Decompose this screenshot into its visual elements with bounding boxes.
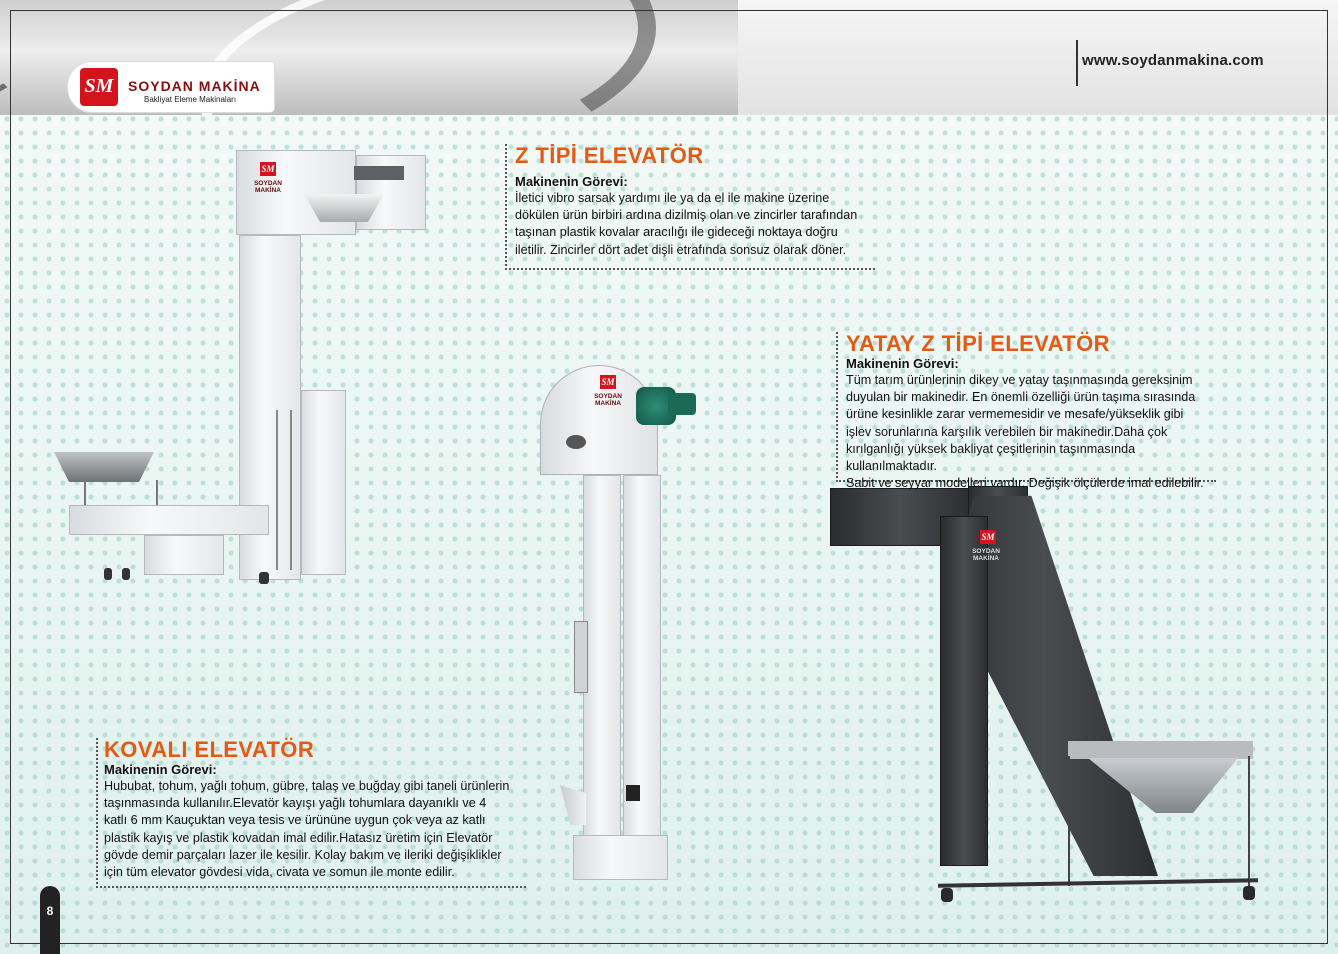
machine-brand-badge: SM [261,164,275,174]
logo-mark: SM [80,68,118,106]
section-body: Tüm tarım ürünlerinin dikey ve yatay taşınmasında gereksinim duyulan bir makinedir. En önemli özelliği ürün taşıma sırasında ürüne kesinlikle zarar vermemesidir ve mesafe/yükseklik gibi işlev sorunlarına karşılık verebilen bir makinedir.Daha çok kırılganlığı yüksek bakliyat çeşitlerinin taşınmasında kullanılmaktadır. Sabit ve seyyar modelleri vardır. Değişik ölçülerde imal edilebilir. [846,373,1204,491]
section-label: Makinenin Görevi: [846,356,959,371]
url-divider [1076,40,1078,86]
section-label: Makinenin Görevi: [104,762,217,777]
z-elevator-section [505,144,875,270]
section-label: Makinenin Görevi: [515,174,628,189]
machine-brand-text: SOYDAN MAKİNA [594,393,622,407]
section-body: İletici vibro sarsak yardımı ile ya da el ile makine üzerine dökülen ürün birbiri ardına dizilmiş olan ve zincirler tarafından taşınan plastik kovalar aracılığı ile gideceği noktaya doğru iletilir. Zincirler dört adet dişli etrafında sonsuz olarak döner. [515,191,858,257]
website-url[interactable]: www.soydanmakina.com [1082,52,1264,69]
section-title: KOVALI ELEVATÖR [104,737,315,762]
page-number: 8 [46,904,54,918]
machine-brand-badge: SM [601,377,615,387]
horizontal-z-elevator-image [828,486,1273,911]
machine-brand-text: SOYDAN MAKİNA [972,548,1000,562]
page-number-tab [40,886,60,954]
machine-brand-text: SOYDAN MAKİNA [254,180,282,194]
section-title: Z TİPİ ELEVATÖR [515,143,704,168]
z-elevator-image [54,150,434,590]
logo-name: SOYDAN MAKİNA [128,78,261,94]
logo-tagline: Bakliyat Eleme Makinaları [144,95,237,104]
company-logo [68,62,274,112]
bucket-elevator-image [538,365,698,885]
bucket-elevator-section [96,738,526,888]
horizontal-z-elevator-section [836,331,1216,491]
section-body: Hububat, tohum, yağlı tohum, gübre, talaş ve buğday gibi taneli ürünlerin taşınmasında kullanılır.Elevatör kayışı yağlı tohumlara dayanıklı ve 4 katlı 6 mm Kauçuktan veya tesis ve ürününe uygun çok veya az katlı plastik kayış ve plastik kovadan imal edilir.Hatasız üretim için Elevatör gövde demir parçaları lazer ile kesilir. Kolay bakım ve ileriki değişiklikler için tüm elevator gövdesi vida, civata ve somun ile monte edilir. [104,779,510,880]
section-title: YATAY Z TİPİ ELEVATÖR [846,331,1110,356]
machine-brand-badge: SM [981,532,995,542]
